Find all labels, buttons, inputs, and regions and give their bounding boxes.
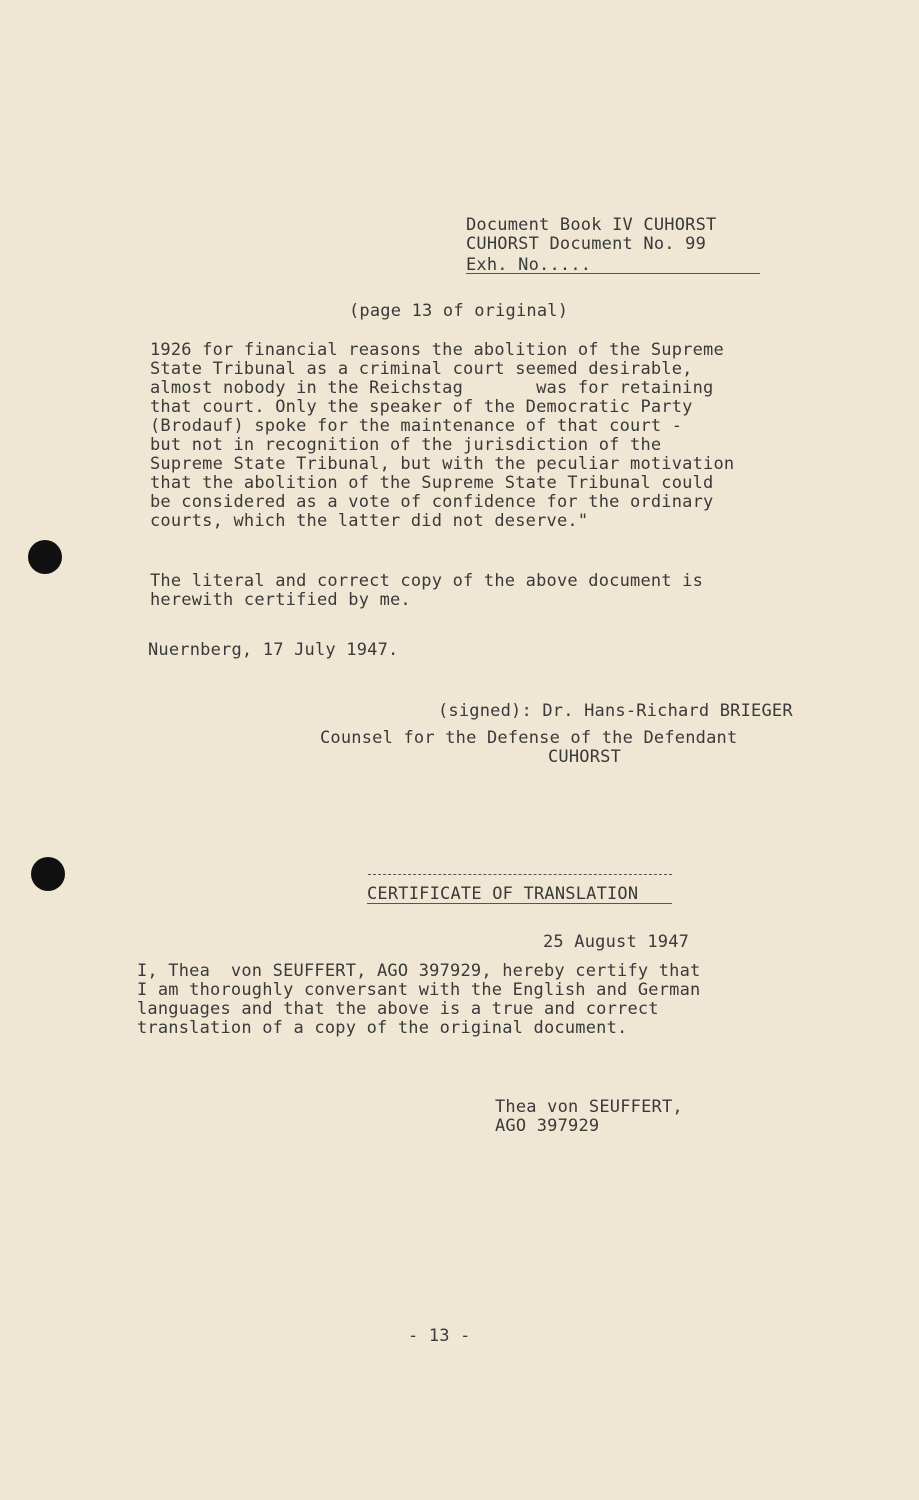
signature-role: Counsel for the Defense of the Defendant xyxy=(320,728,738,748)
body-line: that court. Only the speaker of the Democratic Party xyxy=(150,397,693,417)
body-line: Supreme State Tribunal, but with the peculiar motivation xyxy=(150,454,735,474)
certification-line: herewith certified by me. xyxy=(150,590,411,610)
body-line: 1926 for financial reasons the abolition of the Supreme xyxy=(150,340,724,360)
punch-hole-bottom xyxy=(31,857,65,891)
page-number: - 13 - xyxy=(408,1326,471,1346)
certificate-line: translation of a copy of the original document. xyxy=(137,1018,628,1038)
certificate-title-underline xyxy=(367,903,672,904)
header-exhibit-number: Exh. No..... xyxy=(466,255,592,275)
exhibit-underline xyxy=(466,273,760,274)
certificate-date: 25 August 1947 xyxy=(543,932,690,952)
original-page-reference: (page 13 of original) xyxy=(349,301,569,321)
certificate-divider xyxy=(368,874,672,875)
certification-line: The literal and correct copy of the above document is xyxy=(150,571,704,591)
signature-signed: (signed): Dr. Hans-Richard BRIEGER xyxy=(438,701,793,721)
body-line: but not in recognition of the jurisdiction of the xyxy=(150,435,662,455)
body-line: that the abolition of the Supreme State Tribunal could xyxy=(150,473,714,493)
signature-defendant: CUHORST xyxy=(548,747,622,767)
header-doc-book: Document Book IV CUHORST xyxy=(466,215,717,235)
translator-name: Thea von SEUFFERT, xyxy=(495,1097,683,1117)
body-line: be considered as a vote of confidence for the ordinary xyxy=(150,492,714,512)
place-and-date: Nuernberg, 17 July 1947. xyxy=(148,640,399,660)
header-doc-number: CUHORST Document No. 99 xyxy=(466,234,707,254)
body-line: courts, which the latter did not deserve." xyxy=(150,511,589,531)
body-line: (Brodauf) spoke for the maintenance of that court - xyxy=(150,416,683,436)
translator-id: AGO 397929 xyxy=(495,1116,600,1136)
body-line: almost nobody in the Reichstag was for retaining xyxy=(150,378,714,398)
certificate-line: I am thoroughly conversant with the English and German xyxy=(137,980,701,1000)
certificate-line: I, Thea von SEUFFERT, AGO 397929, hereby certify that xyxy=(137,961,701,981)
body-line: State Tribunal as a criminal court seemed desirable, xyxy=(150,359,693,379)
certificate-line: languages and that the above is a true and correct xyxy=(137,999,659,1019)
certificate-title: CERTIFICATE OF TRANSLATION xyxy=(367,884,639,904)
punch-hole-top xyxy=(28,540,62,574)
